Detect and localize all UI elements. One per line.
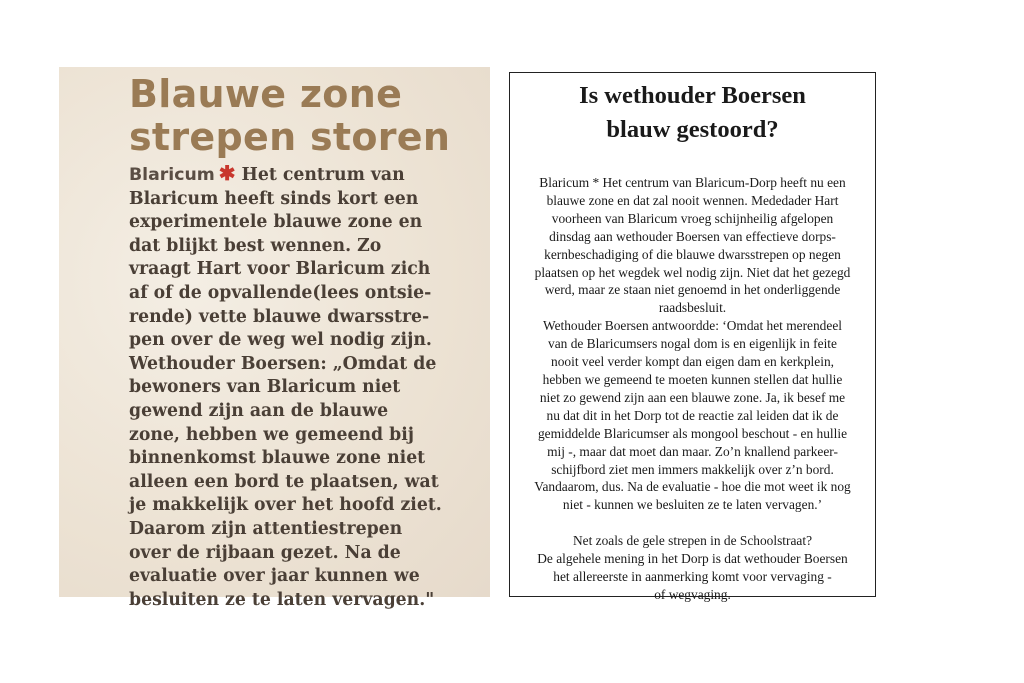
clipping-line: dat blijkt best wennen. Zo — [129, 235, 382, 256]
article-line: gemiddelde Blaricumser als mongool beschout - en hullie — [537, 425, 848, 441]
clipping-line: zone, hebben we gemeend bij — [129, 424, 415, 445]
article-line: raadsbesluit. — [658, 300, 727, 316]
article-line: niet zo gewend zijn aan een blauwe zone. Ja, ik besef me — [539, 389, 846, 405]
clipping-line: af of de opvallende(lees ontsie- — [129, 282, 432, 303]
clipping-line: Blaricum heeft sinds kort een — [129, 188, 419, 209]
article-line: het allereerste in aanmerking komt voor vervaging - — [553, 568, 832, 584]
article-line: werd, maar ze staan niet genoemd in het onderliggende — [544, 282, 841, 298]
clipping-line: rende) vette blauwe dwarsstre- — [129, 306, 430, 327]
clipping-line: alleen een bord te plaatsen, wat — [129, 471, 439, 492]
clipping-line: je makkelijk over het hoofd ziet. — [129, 495, 442, 516]
article-line: Wethouder Boersen antwoordde: ‘Omdat het merendeel — [543, 318, 842, 334]
article-line: Vandaarom, dus. Na de evaluatie - hoe die mot weet ik nog — [534, 479, 851, 495]
article-line: kernbeschadiging of die blauwe dwarsstrepen op negen — [544, 246, 841, 262]
clipping-dateline: Blaricum — [129, 165, 215, 185]
article-line: van de Blaricumsers nogal dom is en eigenlijk in feite — [548, 336, 837, 352]
article-box — [509, 72, 876, 602]
article-line: mij -, maar dat moet dan maar. Zo’n knallend parkeer- — [547, 443, 838, 459]
article-line: of wegvaging. — [654, 586, 731, 602]
clipping-line: evaluatie over jaar kunnen we — [129, 566, 420, 587]
clipping-first-line — [129, 162, 480, 188]
clipping-headline: Blauwe zone strepen storen — [129, 72, 451, 159]
clipping-line: gewend zijn aan de blauwe — [129, 400, 389, 421]
clipping-line: Daarom zijn attentiestrepen — [129, 518, 403, 539]
clipping-line: Wethouder Boersen: „Omdat de — [129, 353, 437, 374]
article-line: plaatsen op het wegdek wel nodig zijn. Niet dat het gezegd — [534, 264, 851, 280]
clipping-line: vraagt Hart voor Blaricum zich — [129, 259, 431, 280]
asterisk-icon: ✱ — [218, 161, 236, 185]
article-line: voorheen van Blaricum vroeg schijnheilig afgelopen — [551, 210, 834, 226]
clipping-first-line-text: Het centrum van — [241, 165, 405, 185]
newspaper-clipping — [59, 67, 490, 610]
article-title: Is wethouder Boersen blauw gestoord? — [579, 82, 806, 143]
article-line: schijfbord ziet men immers makkelijk over z’n bord. — [551, 461, 834, 477]
article-line: niet - kunnen we besluiten ze te laten vervagen.’ — [562, 497, 823, 513]
clipping-body — [129, 162, 480, 612]
paragraph-gap — [510, 514, 875, 532]
article-line: hebben we gemeend te moeten kunnen stellen dat hullie — [542, 371, 843, 387]
clipping-line: binnenkomst blauwe zone niet — [129, 448, 426, 469]
article-line: blauwe zone en dat zal nooit wennen. Mededader Hart — [546, 192, 839, 208]
article-line: nu dat dit in het Dorp tot de reactie zal leiden dat ik de — [546, 407, 839, 423]
article-body — [510, 174, 875, 604]
clipping-line: bewoners van Blaricum niet — [129, 377, 401, 398]
article-line: Net zoals de gele strepen in de Schoolstraat? — [572, 533, 813, 549]
clipping-line: pen over de weg wel nodig zijn. — [129, 330, 432, 351]
clipping-line: over de rijbaan gezet. Na de — [129, 542, 401, 563]
clipping-line: besluiten ze te laten vervagen." — [129, 589, 435, 610]
article-line: De algehele mening in het Dorp is dat wethouder Boersen — [537, 551, 848, 567]
article-line: Blaricum * Het centrum van Blaricum-Dorp heeft nu een — [539, 175, 846, 190]
clipping-line: experimentele blauwe zone en — [129, 212, 423, 233]
article-line: dinsdag aan wethouder Boersen van effectieve dorps- — [549, 228, 836, 244]
article-line: nooit veel verder kompt dan eigen dam en kerkplein, — [551, 354, 834, 370]
